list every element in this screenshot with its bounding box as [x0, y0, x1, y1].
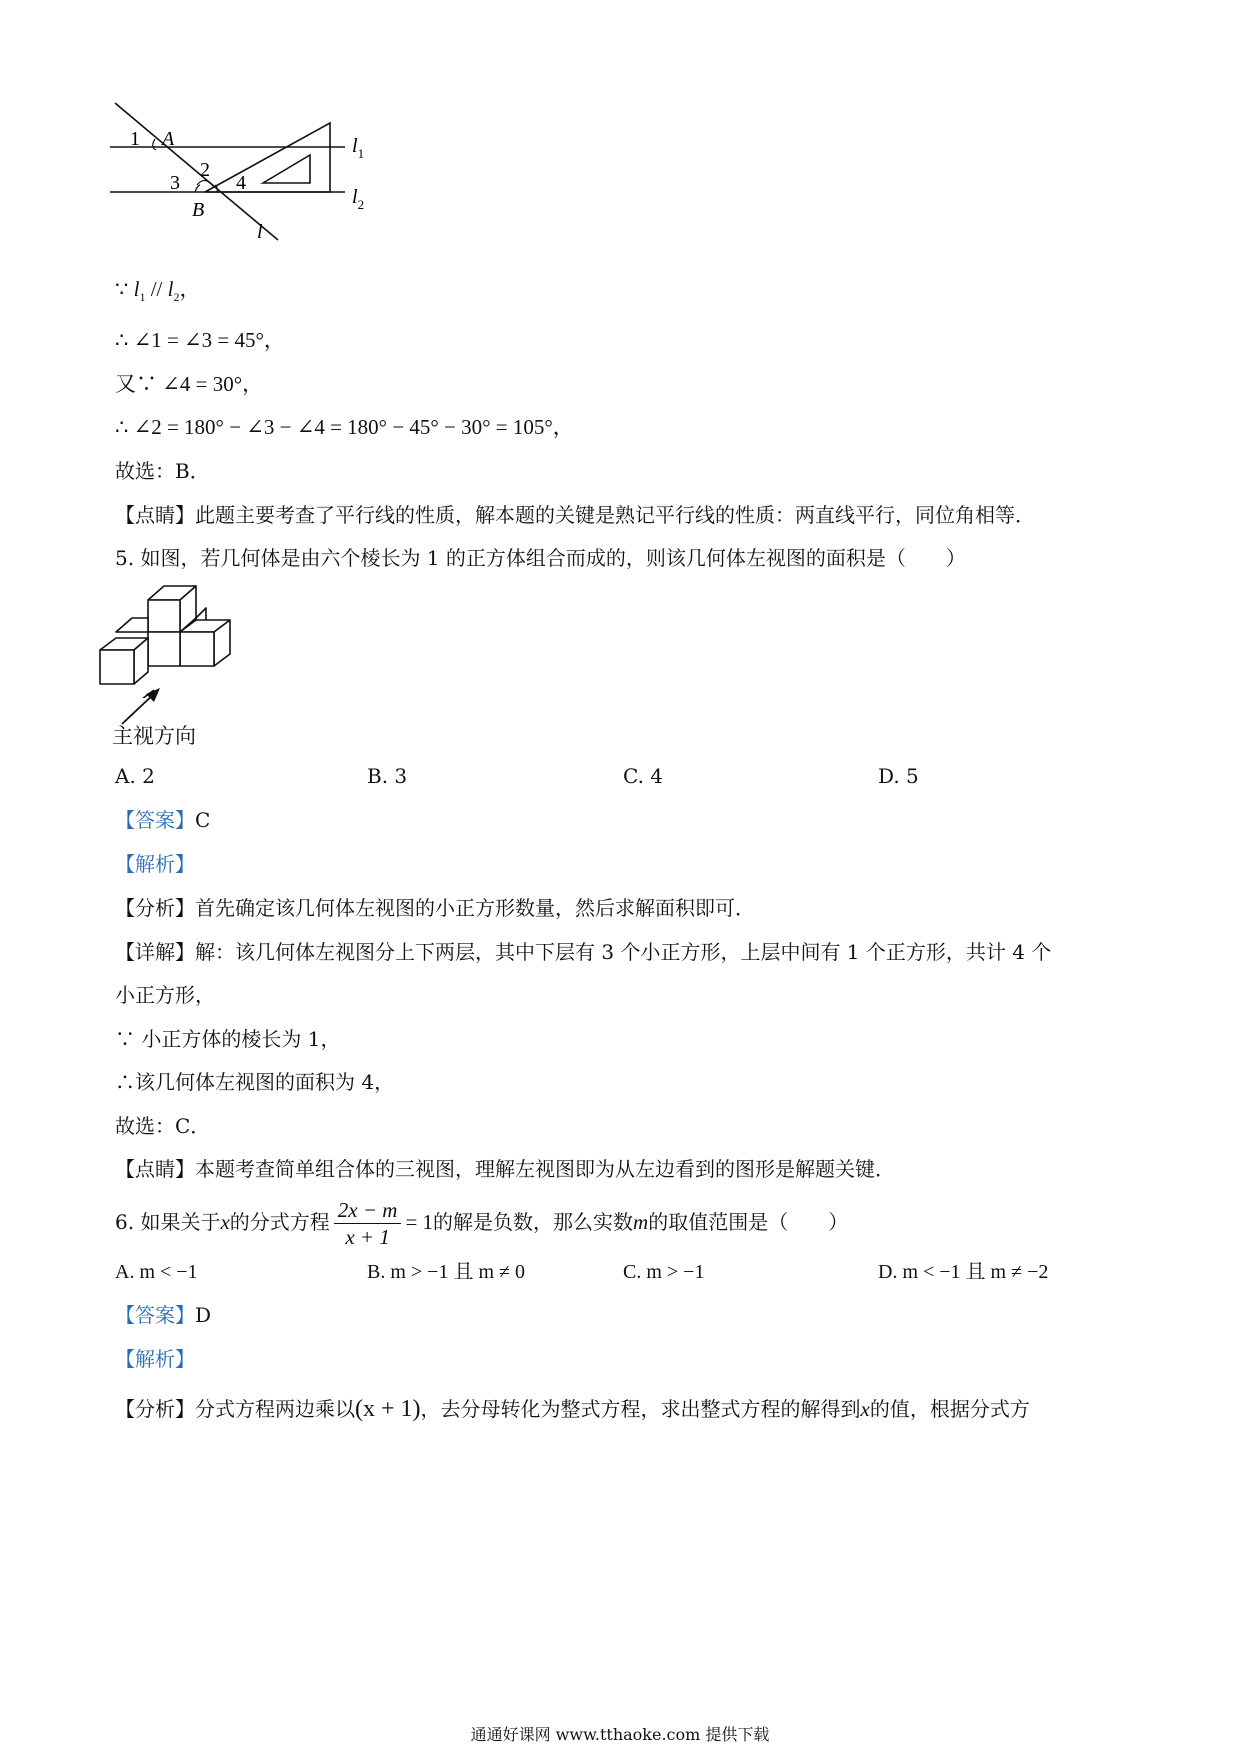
line-l1-label: $l_1$: [352, 135, 365, 161]
q5-step1: ∵ 小正方体的棱长为 1，: [115, 1027, 341, 1051]
line-l-label: l: [257, 221, 263, 243]
q6-option-d: D. m < −1 且 m ≠ −2: [878, 1261, 1049, 1283]
q5-answer: 【答案】C: [115, 808, 211, 832]
solution4-choice: 故选：B．: [115, 459, 210, 483]
cubes-figure: [98, 578, 248, 698]
q6-answer: 【答案】D: [115, 1303, 212, 1327]
angle-3-label: 3: [170, 172, 180, 194]
q5-option-a: A. 2: [115, 764, 155, 788]
point-a-label: A: [162, 128, 175, 150]
solution4-line3: 又∵ ∠4 = 30°，: [115, 372, 264, 396]
point-b-label: B: [192, 199, 205, 221]
q6-option-c: C. m > −1: [623, 1261, 705, 1283]
q6-fraction: $\frac{2x - m}{x + 1}$: [334, 1197, 402, 1250]
q6-fenxi: 【分析】分式方程两边乘以(x + 1)，去分母转化为整式方程，求出整式方程的解得到x的值，根据分式方: [115, 1396, 1030, 1422]
q5-stem: 5. 如图，若几何体是由六个棱长为 1 的正方体组合而成的，则该几何体左视图的面积是（ ）: [115, 546, 966, 570]
q5-option-b: B. 3: [367, 764, 408, 788]
q5-option-d: D. 5: [878, 764, 919, 788]
q5-remark: 【点睛】本题考查简单组合体的三视图，理解左视图即为从左边看到的图形是解题关键．: [115, 1157, 895, 1181]
q5-xiangjie-cont: 小正方形，: [115, 983, 215, 1007]
q5-figure-caption: 主视方向: [112, 724, 196, 748]
q5-xiangjie: 【详解】解：该几何体左视图分上下两层，其中下层有 3 个小正方形，上层中间有 1 个正方形，共计 4 个: [115, 940, 1052, 964]
q5-fenxi: 【分析】首先确定该几何体左视图的小正方形数量，然后求解面积即可．: [115, 896, 755, 920]
q6-option-b: B. m > −1 且 m ≠ 0: [367, 1261, 525, 1283]
solution4-line2: ∴ ∠1 = ∠3 = 45°，: [115, 328, 285, 352]
angle-2-label: 2: [200, 159, 210, 181]
q5-option-c: C. 4: [623, 764, 664, 788]
parallel-lines-figure: [100, 95, 400, 275]
q5-step2: ∴该几何体左视图的面积为 4，: [115, 1070, 395, 1094]
q5-choice: 故选：C．: [115, 1114, 211, 1138]
q6-option-a: A. m < −1: [115, 1261, 198, 1283]
q6-analysis-tag: 【解析】: [115, 1347, 195, 1371]
solution4-line4: ∴ ∠2 = 180° − ∠3 − ∠4 = 180° − 45° − 30° = 105°，: [115, 415, 574, 439]
angle-1-label: 1: [130, 128, 140, 150]
q6-stem: 6. 如果关于x的分式方程 $\frac{2x - m}{x + 1}$ = 1的解是负数，那么实数m的取值范围是（ ）: [115, 1198, 849, 1249]
solution4-remark: 【点睛】此题主要考查了平行线的性质，解本题的关键是熟记平行线的性质：两直线平行，同位角相等．: [115, 503, 1035, 527]
line-l2-label: $l_2$: [352, 186, 365, 212]
angle-4-label: 4: [236, 172, 246, 194]
solution4-line1: ∵ $l_1 // l_2$，: [115, 277, 201, 305]
q5-analysis-tag: 【解析】: [115, 852, 195, 876]
page-footer: 通通好课网 www.tthaoke.com 提供下载: [470, 1725, 770, 1744]
